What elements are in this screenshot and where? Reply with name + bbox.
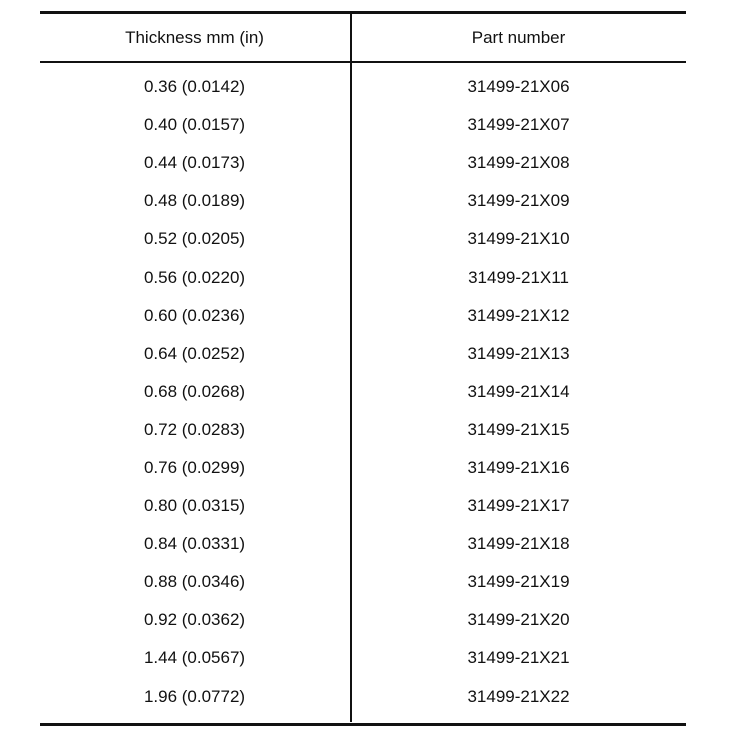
table-row xyxy=(40,68,686,106)
part-number-cell: 31499-21X10 xyxy=(467,229,570,249)
part-number-cell: 31499-21X19 xyxy=(467,572,570,592)
table-row xyxy=(40,220,686,258)
part-number-cell: 31499-21X18 xyxy=(467,534,570,554)
table-row xyxy=(40,487,686,525)
thickness-cell: 0.60 (0.0236) xyxy=(143,305,246,325)
shim-thickness-table xyxy=(40,11,686,726)
part-number-cell: 31499-21X14 xyxy=(467,381,570,401)
thickness-cell: 0.48 (0.0189) xyxy=(143,191,246,211)
part-number-cell: 31499-21X13 xyxy=(467,343,570,363)
table-row xyxy=(40,449,686,487)
table-row xyxy=(40,258,686,296)
table-row xyxy=(40,525,686,563)
table-row xyxy=(40,639,686,677)
thickness-cell: 1.44 (0.0567) xyxy=(143,648,246,668)
thickness-cell: 0.44 (0.0173) xyxy=(143,153,246,173)
table-bottom-rule xyxy=(40,723,686,726)
part-number-cell: 31499-21X16 xyxy=(467,457,570,477)
table-row xyxy=(40,373,686,411)
part-number-cell: 31499-21X22 xyxy=(467,686,570,706)
part-number-column-header: Part number xyxy=(471,27,566,47)
table-row xyxy=(40,297,686,335)
thickness-cell: 0.76 (0.0299) xyxy=(143,457,246,477)
table-body xyxy=(40,63,686,723)
thickness-cell: 0.56 (0.0220) xyxy=(143,267,246,287)
thickness-cell: 0.80 (0.0315) xyxy=(143,496,246,516)
table-row xyxy=(40,563,686,601)
table-row xyxy=(40,182,686,220)
part-number-cell: 31499-21X21 xyxy=(467,648,570,668)
thickness-cell: 0.68 (0.0268) xyxy=(143,381,246,401)
column-divider xyxy=(350,11,352,722)
thickness-cell: 0.36 (0.0142) xyxy=(143,77,246,97)
table-header-row xyxy=(40,14,686,61)
part-number-cell: 31499-21X15 xyxy=(467,419,570,439)
thickness-cell: 1.96 (0.0772) xyxy=(143,686,246,706)
part-number-cell: 31499-21X09 xyxy=(467,191,570,211)
part-number-cell: 31499-21X08 xyxy=(467,153,570,173)
part-number-cell: 31499-21X07 xyxy=(467,115,570,135)
thickness-cell: 0.88 (0.0346) xyxy=(143,572,246,592)
table-row xyxy=(40,678,686,716)
table-row xyxy=(40,411,686,449)
thickness-cell: 0.72 (0.0283) xyxy=(143,419,246,439)
table-row xyxy=(40,144,686,182)
table-row xyxy=(40,601,686,639)
thickness-cell: 0.64 (0.0252) xyxy=(143,343,246,363)
part-number-cell: 31499-21X06 xyxy=(467,77,570,97)
thickness-column-header: Thickness mm (in) xyxy=(125,27,264,47)
part-number-cell: 31499-21X17 xyxy=(467,496,570,516)
part-number-cell: 31499-21X11 xyxy=(468,267,569,287)
thickness-cell: 0.52 (0.0205) xyxy=(143,229,246,249)
part-number-cell: 31499-21X12 xyxy=(467,305,570,325)
thickness-cell: 0.84 (0.0331) xyxy=(143,534,246,554)
thickness-cell: 0.92 (0.0362) xyxy=(143,610,246,630)
table-row xyxy=(40,106,686,144)
part-number-cell: 31499-21X20 xyxy=(467,610,570,630)
table-row xyxy=(40,335,686,373)
thickness-cell: 0.40 (0.0157) xyxy=(143,115,246,135)
